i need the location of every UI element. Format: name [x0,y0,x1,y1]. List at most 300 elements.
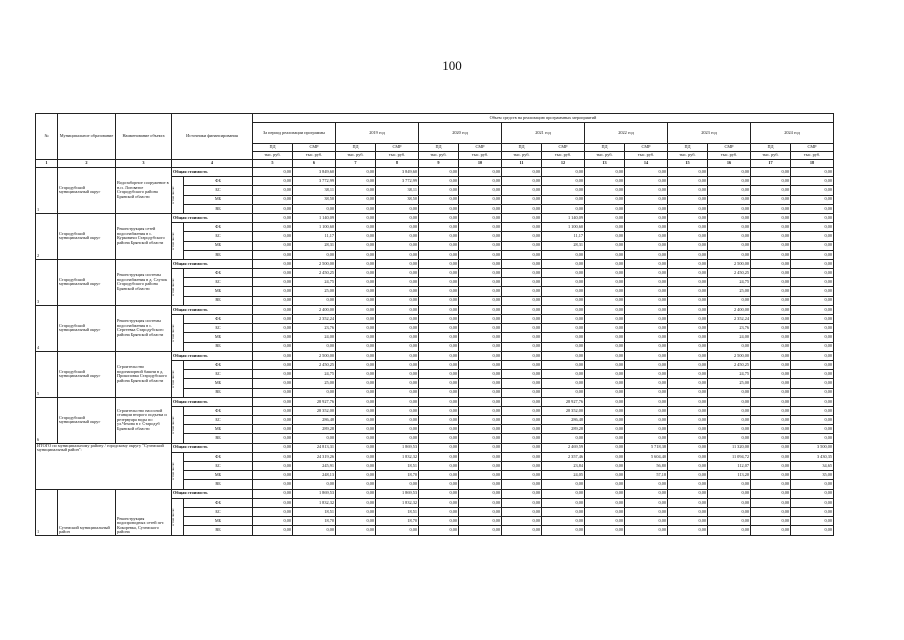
value-cell: 0,00 [542,204,585,213]
value-cell: 0,00 [668,287,708,296]
value-cell: 0,00 [336,269,376,278]
source-label: МБ [184,241,253,250]
value-cell: 0,00 [502,315,542,324]
in-that-number-text: в том числе: [171,507,175,526]
value-cell: 5 604,40 [625,452,668,461]
value-cell: 0,00 [419,462,459,471]
header-smr: СМР [459,144,502,152]
value-cell: 0,00 [585,315,625,324]
value-cell: 38,11 [376,186,419,195]
table-row [36,443,834,452]
value-cell: 0,00 [708,250,751,259]
value-cell: 5 718,38 [625,443,668,452]
value-cell: 0,00 [791,223,834,232]
value-cell: 0,00 [253,296,293,305]
total-cost-label: Общая стоимость [172,305,253,314]
value-cell: 0,00 [668,397,708,406]
value-cell: 0,00 [585,434,625,443]
value-cell: 0,00 [708,416,751,425]
value-cell: 0,00 [708,517,751,526]
header-unit: тыс. руб. [502,152,542,160]
value-cell: 24 319,26 [293,452,336,461]
in-that-number-text: в том числе: [171,461,175,480]
value-cell: 0,00 [751,388,791,397]
value-cell: 0,00 [625,507,668,516]
value-cell: 0,00 [542,370,585,379]
value-cell: 289,28 [293,425,336,434]
column-number: 5 [253,160,293,168]
value-cell: 0,00 [376,315,419,324]
value-cell: 0,00 [336,379,376,388]
value-cell: 0,00 [419,186,459,195]
value-cell: 0,00 [751,177,791,186]
source-label: БС [184,278,253,287]
value-cell: 0,00 [459,223,502,232]
value-cell: 0,00 [502,241,542,250]
value-cell: 0,00 [542,324,585,333]
source-label: БС [184,416,253,425]
value-cell: 0,00 [253,324,293,333]
value-cell: 0,00 [419,406,459,415]
value-cell: 0,00 [542,278,585,287]
value-cell: 0,00 [459,333,502,342]
value-cell: 0,00 [253,379,293,388]
value-cell: 0,00 [336,517,376,526]
value-cell: 11 094,72 [708,452,751,461]
value-cell: 0,00 [293,434,336,443]
value-cell: 0,00 [625,241,668,250]
value-cell: 0,00 [708,397,751,406]
value-cell: 0,00 [293,250,336,259]
in-that-number-label [172,406,184,443]
value-cell: 28,31 [542,241,585,250]
value-cell: 0,00 [376,204,419,213]
value-cell: 1 832,32 [293,498,336,507]
column-number: 9 [419,160,459,168]
value-cell: 0,00 [376,305,419,314]
value-cell: 2 500,00 [708,351,751,360]
source-label: ВБ [184,204,253,213]
value-cell: 11 320,00 [708,443,751,452]
value-cell: 0,00 [668,223,708,232]
value-cell: 0,00 [668,333,708,342]
value-cell: 0,00 [336,342,376,351]
value-cell: 0,00 [668,278,708,287]
source-label: БС [184,324,253,333]
value-cell: 0,00 [625,168,668,177]
value-cell: 0,00 [419,324,459,333]
row-number-text: 6 [37,437,40,443]
value-cell: 38,50 [376,195,419,204]
source-label: ВБ [184,526,253,535]
value-cell: 0,00 [708,489,751,498]
value-cell: 0,00 [419,434,459,443]
value-cell: 0,00 [791,204,834,213]
value-cell: 0,00 [502,498,542,507]
value-cell: 0,00 [253,342,293,351]
value-cell: 0,00 [502,204,542,213]
value-cell: 0,00 [253,489,293,498]
in-that-number-text: в том числе: [171,232,175,250]
in-that-number-label [172,269,184,306]
value-cell: 0,00 [419,204,459,213]
table-row [36,489,834,498]
source-label: ВБ [184,250,253,259]
value-cell: 0,00 [585,168,625,177]
total-cost-label: Общая стоимость [172,489,253,498]
value-cell: 0,00 [751,480,791,489]
value-cell: 0,00 [336,360,376,369]
value-cell: 0,00 [668,443,708,452]
value-cell: 0,00 [625,434,668,443]
value-cell: 0,00 [542,498,585,507]
value-cell: 0,00 [751,526,791,535]
value-cell: 0,00 [668,351,708,360]
header-unit: тыс. руб. [751,152,791,160]
value-cell: 0,00 [253,168,293,177]
value-cell: 0,00 [625,232,668,241]
value-cell: 0,00 [585,296,625,305]
table-row [36,351,834,360]
value-cell: 0,00 [668,342,708,351]
value-cell: 25,00 [293,287,336,296]
value-cell: 0,00 [502,287,542,296]
value-cell: 1 869,53 [293,489,336,498]
value-cell: 0,00 [253,462,293,471]
value-cell: 0,00 [585,324,625,333]
value-cell: 0,00 [625,416,668,425]
value-cell: 0,00 [668,416,708,425]
value-cell: 0,00 [751,452,791,461]
value-cell: 0,00 [459,168,502,177]
value-cell: 0,00 [542,315,585,324]
value-cell: 0,00 [668,241,708,250]
value-cell: 0,00 [751,416,791,425]
value-cell: 0,00 [625,177,668,186]
value-cell: 0,00 [542,388,585,397]
value-cell: 0,00 [459,232,502,241]
value-cell: 0,00 [625,342,668,351]
column-number: 12 [542,160,585,168]
value-cell: 0,00 [502,397,542,406]
value-cell: 0,00 [502,370,542,379]
value-cell: 1 832,32 [376,452,419,461]
value-cell: 0,00 [502,480,542,489]
value-cell: 0,00 [791,351,834,360]
value-cell: 0,00 [376,324,419,333]
value-cell: 0,00 [791,434,834,443]
value-cell: 0,00 [459,324,502,333]
value-cell: 0,00 [585,397,625,406]
row-number [36,259,58,305]
value-cell: 0,00 [502,195,542,204]
value-cell: 0,00 [708,232,751,241]
value-cell: 0,00 [253,186,293,195]
value-cell: 0,00 [668,370,708,379]
object-name-cell: Реконструкция системы водоснабжения в с. Сергеевка Стародубского района Брянской области [116,305,172,351]
value-cell: 0,00 [502,388,542,397]
value-cell: 0,00 [459,388,502,397]
value-cell: 0,00 [585,443,625,452]
value-cell: 112,07 [708,462,751,471]
value-cell: 0,00 [459,406,502,415]
value-cell: 1 869,53 [376,489,419,498]
source-label: ФБ [184,269,253,278]
row-number [36,351,58,397]
value-cell: 0,00 [336,305,376,314]
value-cell: 0,00 [253,507,293,516]
value-cell: 0,00 [336,168,376,177]
table-row [36,213,834,222]
municipality-cell: Стародубский муниципальный округ [58,397,116,443]
source-label: ФБ [184,360,253,369]
value-cell: 2 450,25 [708,269,751,278]
value-cell: 0,00 [459,462,502,471]
value-cell: 0,00 [708,507,751,516]
value-cell: 24,75 [708,278,751,287]
value-cell: 0,00 [376,278,419,287]
value-cell: 0,00 [708,425,751,434]
value-cell: 0,00 [542,250,585,259]
value-cell: 0,00 [419,370,459,379]
value-cell: 0,00 [336,232,376,241]
value-cell: 0,00 [791,259,834,268]
value-cell: 0,00 [419,425,459,434]
value-cell: 0,00 [459,507,502,516]
value-cell: 0,00 [419,278,459,287]
value-cell: 0,00 [376,379,419,388]
in-that-number-text: в том числе: [171,324,175,342]
value-cell: 0,00 [668,204,708,213]
value-cell: 0,00 [419,379,459,388]
value-cell: 0,00 [625,370,668,379]
value-cell: 286,48 [542,416,585,425]
value-cell: 0,00 [751,250,791,259]
header-volume: Объем средств на реализацию программных мероприятий [253,114,834,123]
value-cell: 0,00 [585,351,625,360]
value-cell: 1 869,53 [376,443,419,452]
value-cell: 56,80 [625,462,668,471]
value-cell: 0,00 [502,213,542,222]
value-cell: 0,00 [502,425,542,434]
value-cell: 28 352,00 [293,406,336,415]
header-smr: СМР [708,144,751,152]
value-cell: 23,84 [542,462,585,471]
value-cell: 2 357,46 [542,452,585,461]
header-unit: тыс. руб. [376,152,419,160]
value-cell: 0,00 [253,333,293,342]
value-cell: 0,00 [791,406,834,415]
value-cell: 0,00 [459,443,502,452]
value-cell: 0,00 [419,287,459,296]
value-cell: 0,00 [459,296,502,305]
value-cell: 0,00 [585,370,625,379]
value-cell: 0,00 [459,241,502,250]
value-cell: 0,00 [419,443,459,452]
value-cell: 0,00 [253,305,293,314]
header-year-2022: 2022 год [585,123,668,144]
header-year-2024: 2024 год [751,123,834,144]
value-cell: 0,00 [625,250,668,259]
value-cell: 0,00 [502,324,542,333]
value-cell: 0,00 [708,480,751,489]
total-label: ИТОГО по муниципальному району / городскому округу "Суземский муниципальный район": [36,443,172,489]
value-cell: 0,00 [253,250,293,259]
value-cell: 0,00 [668,250,708,259]
value-cell: 0,00 [253,397,293,406]
value-cell: 0,00 [253,195,293,204]
value-cell: 3 430,35 [791,452,834,461]
value-cell: 0,00 [791,498,834,507]
value-cell: 0,00 [625,425,668,434]
value-cell: 0,00 [336,526,376,535]
value-cell: 24,75 [293,370,336,379]
municipality-cell: Суземский муниципальный район [58,489,116,535]
value-cell: 18,51 [293,507,336,516]
value-cell: 2 400,00 [708,305,751,314]
value-cell: 0,00 [751,507,791,516]
value-cell: 3 849,60 [293,168,336,177]
value-cell: 0,00 [459,305,502,314]
value-cell: 0,00 [751,223,791,232]
value-cell: 0,00 [791,425,834,434]
value-cell: 0,00 [542,434,585,443]
value-cell: 0,00 [542,379,585,388]
value-cell: 0,00 [336,315,376,324]
in-that-number-text: в том числе: [171,369,175,388]
value-cell: 0,00 [625,259,668,268]
source-label: ВБ [184,480,253,489]
row-number [36,213,58,259]
column-number: 18 [791,160,834,168]
value-cell: 0,00 [419,471,459,480]
value-cell: 0,00 [336,177,376,186]
value-cell: 0,00 [585,388,625,397]
value-cell: 0,00 [585,223,625,232]
value-cell: 0,00 [585,287,625,296]
value-cell: 38,50 [293,195,336,204]
value-cell: 0,00 [419,397,459,406]
value-cell: 286,48 [293,416,336,425]
value-cell: 2 500,00 [708,259,751,268]
value-cell: 0,00 [751,315,791,324]
value-cell: 0,00 [502,223,542,232]
value-cell: 0,00 [542,342,585,351]
value-cell: 0,00 [668,388,708,397]
source-label: ФБ [184,177,253,186]
source-label: МБ [184,425,253,434]
value-cell: 11,17 [542,232,585,241]
value-cell: 0,00 [459,471,502,480]
value-cell: 0,00 [459,250,502,259]
value-cell: 0,00 [502,232,542,241]
value-cell: 0,00 [751,498,791,507]
row-number-text: 1 [37,207,40,213]
value-cell: 1 140,09 [542,213,585,222]
header-municipality: Муниципальное образование [58,114,116,160]
source-label: БС [184,186,253,195]
value-cell: 0,00 [502,296,542,305]
row-number-text: 4 [37,345,40,351]
header-smr: СМР [625,144,668,152]
value-cell: 0,00 [419,259,459,268]
value-cell: 0,00 [419,452,459,461]
value-cell: 0,00 [751,434,791,443]
value-cell: 0,00 [502,269,542,278]
header-year-2021: 2021 год [502,123,585,144]
value-cell: 0,00 [751,269,791,278]
value-cell: 0,00 [791,177,834,186]
value-cell: 0,00 [459,489,502,498]
value-cell: 0,00 [668,507,708,516]
value-cell: 0,00 [459,452,502,461]
value-cell: 0,00 [253,177,293,186]
value-cell: 0,00 [336,296,376,305]
value-cell: 0,00 [542,517,585,526]
value-cell: 0,00 [459,186,502,195]
value-cell: 0,00 [751,397,791,406]
value-cell: 0,00 [708,388,751,397]
column-number: 16 [708,160,751,168]
value-cell: 0,00 [625,333,668,342]
value-cell: 0,00 [376,213,419,222]
column-number: 6 [293,160,336,168]
total-cost-label: Общая стоимость [172,351,253,360]
header-pd: ПД [419,144,459,152]
source-label: ВБ [184,296,253,305]
value-cell: 0,00 [502,434,542,443]
value-cell: 11,17 [293,232,336,241]
header-row-column-numbers [36,160,834,168]
value-cell: 0,00 [585,425,625,434]
header-unit: тыс. руб. [336,152,376,160]
value-cell: 0,00 [419,489,459,498]
value-cell: 18,70 [293,517,336,526]
value-cell: 18,51 [376,462,419,471]
value-cell: 0,00 [585,241,625,250]
source-label: ФБ [184,498,253,507]
value-cell: 24,05 [542,471,585,480]
value-cell: 0,00 [585,498,625,507]
source-label: ВБ [184,388,253,397]
value-cell: 0,00 [668,471,708,480]
value-cell: 0,00 [419,480,459,489]
value-cell: 0,00 [253,315,293,324]
value-cell: 0,00 [751,287,791,296]
value-cell: 0,00 [293,204,336,213]
value-cell: 0,00 [791,250,834,259]
value-cell: 34,65 [791,462,834,471]
header-source: Источники финансирования [172,114,253,160]
value-cell: 2 500,00 [293,351,336,360]
object-name-cell: Водозаборное сооружение в н.п. Логоватое Стародубского района Брянской области [116,168,172,214]
value-cell: 0,00 [751,278,791,287]
source-label: МБ [184,287,253,296]
value-cell: 0,00 [253,388,293,397]
value-cell: 0,00 [751,195,791,204]
header-pd: ПД [751,144,791,152]
value-cell: 0,00 [419,305,459,314]
value-cell: 0,00 [502,406,542,415]
value-cell: 0,00 [708,241,751,250]
column-number: 1 [36,160,58,168]
value-cell: 0,00 [625,269,668,278]
value-cell: 0,00 [419,315,459,324]
value-cell: 2 450,25 [293,360,336,369]
value-cell: 0,00 [751,305,791,314]
value-cell: 0,00 [336,278,376,287]
header-unit: тыс. руб. [668,152,708,160]
